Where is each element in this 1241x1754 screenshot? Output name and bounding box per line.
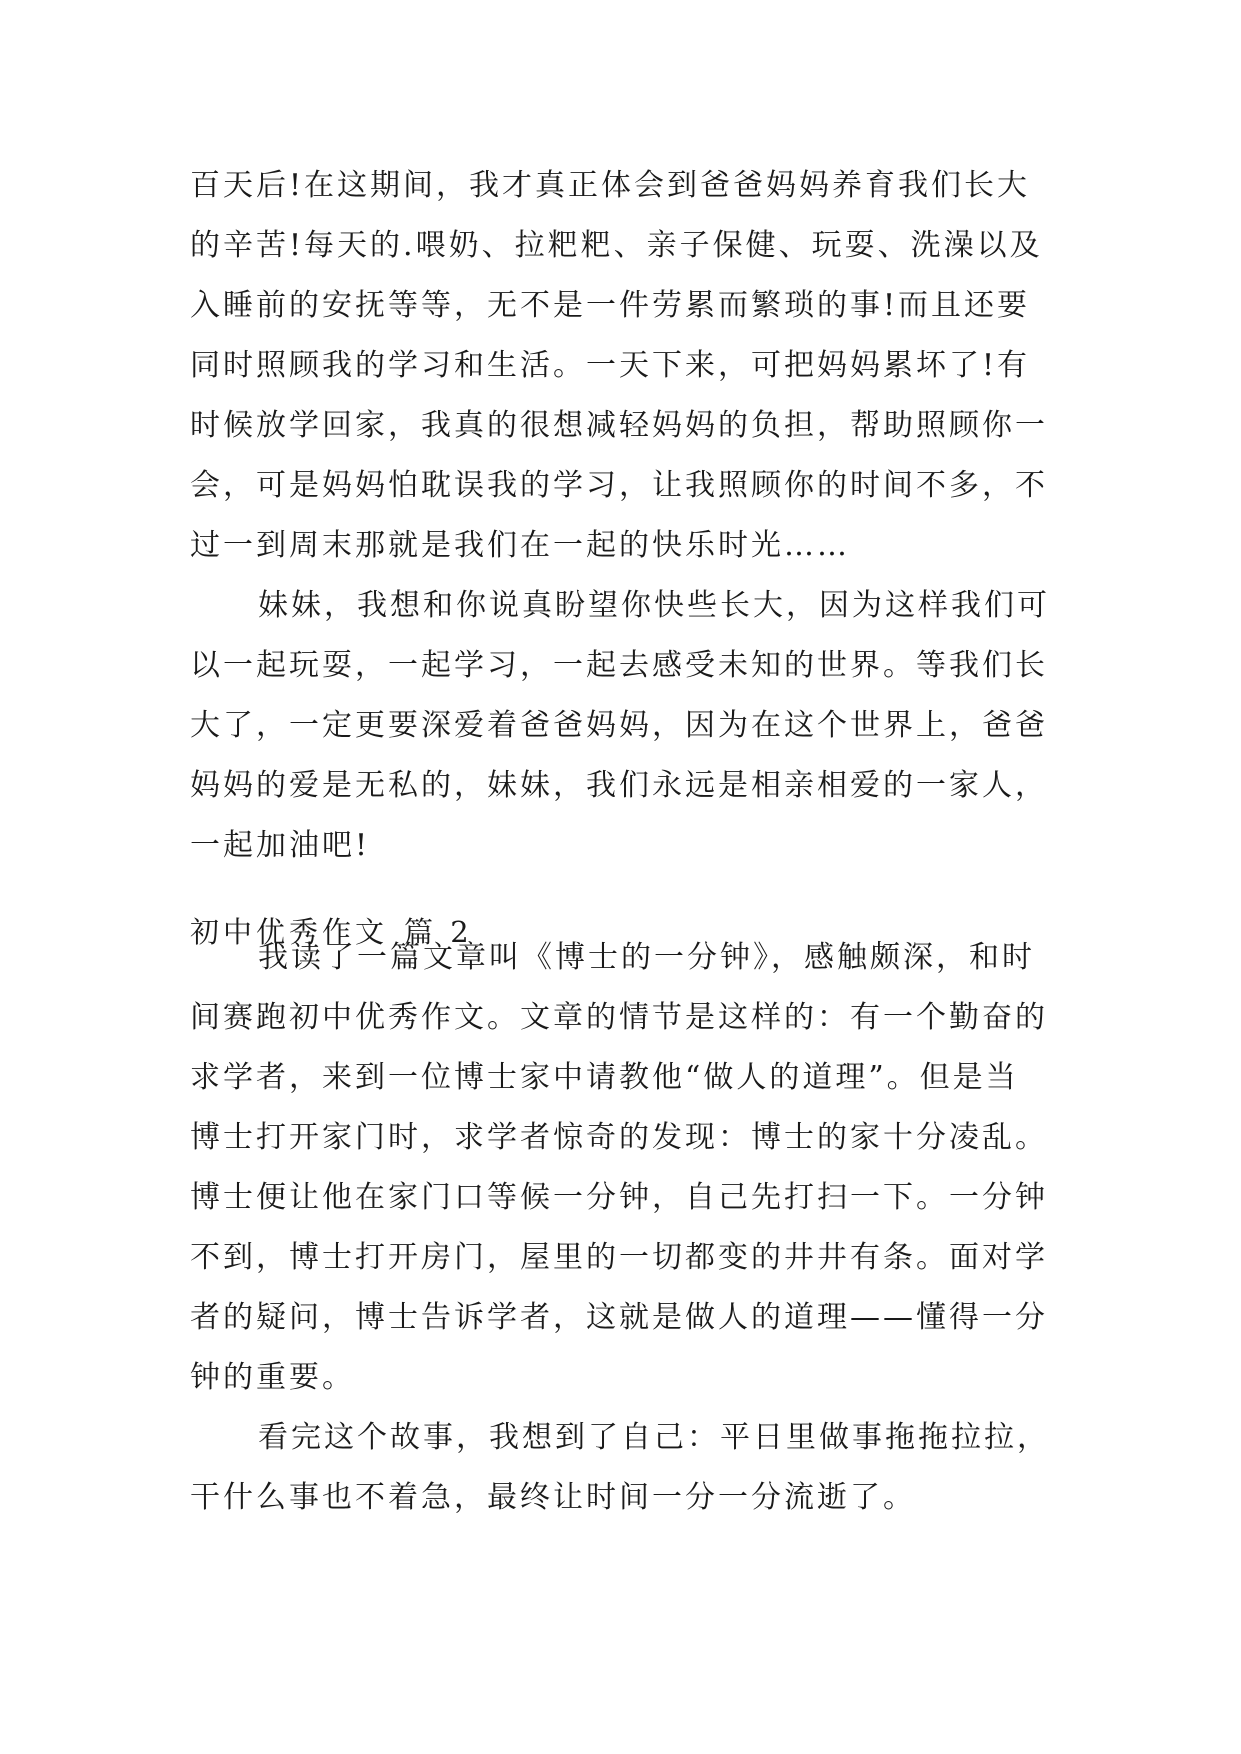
- text-line: 的辛苦!每天的.喂奶、拉粑粑、亲子保健、玩耍、洗澡以及: [190, 228, 1043, 263]
- paragraph: [190, 576, 1050, 876]
- paragraph: [190, 928, 1050, 1408]
- text-line: 我读了一篇文章叫《博士的一分钟》，感触颇深，和时: [258, 940, 1035, 975]
- text-line: 博士便让他在家门口等候一分钟，自己先打扫一下。一分钟: [190, 1180, 1048, 1215]
- text-line: 时候放学回家，我真的很想减轻妈妈的负担，帮助照顾你一: [190, 408, 1048, 443]
- heading-number: 篇 2: [404, 915, 473, 949]
- text-line: 看完这个故事，我想到了自己：平日里做事拖拖拉拉，: [258, 1420, 1050, 1455]
- text-line: 会，可是妈妈怕耽误我的学习，让我照顾你的时间不多，不: [190, 468, 1048, 503]
- text-line: 入睡前的安抚等等，无不是一件劳累而繁琐的事!而且还要: [190, 288, 1031, 323]
- text-line: 间赛跑初中优秀作文。文章的情节是这样的：有一个勤奋的: [190, 1000, 1048, 1035]
- text-line: 同时照顾我的学习和生活。一天下来，可把妈妈累坏了!有: [190, 348, 1031, 383]
- text-line: 钟的重要。: [190, 1360, 355, 1395]
- text-line: 百天后!在这期间，我才真正体会到爸爸妈妈养育我们长大: [190, 168, 1031, 203]
- paragraph: [190, 156, 1050, 576]
- text-line: 一起加油吧!: [190, 828, 371, 863]
- text-line: 以一起玩耍，一起学习，一起去感受未知的世界。等我们长: [190, 648, 1048, 683]
- text-line: 求学者，来到一位博士家中请教他“做人的道理”。但是当: [190, 1060, 1019, 1095]
- text-line: 妈妈的爱是无私的，妹妹，我们永远是相亲相爱的一家人，: [190, 768, 1048, 803]
- text-line: 博士打开家门时，求学者惊奇的发现：博士的家十分凌乱。: [190, 1120, 1048, 1155]
- essay-section-2: [190, 928, 1050, 1528]
- text-line: 不到，博士打开房门，屋里的一切都变的井井有条。面对学: [190, 1240, 1048, 1275]
- heading-title: 初中优秀作文: [190, 915, 389, 949]
- text-line: 大了，一定更要深爱着爸爸妈妈，因为在这个世界上，爸爸: [190, 708, 1048, 743]
- text-line: 过一到周末那就是我们在一起的快乐时光……: [190, 528, 850, 563]
- text-line: 者的疑问，博士告诉学者，这就是做人的道理——懂得一分: [190, 1300, 1048, 1335]
- text-line: 妹妹，我想和你说真盼望你快些长大，因为这样我们可: [258, 588, 1050, 623]
- essay-continuation: [190, 156, 1050, 876]
- text-line: 干什么事也不着急，最终让时间一分一分流逝了。: [190, 1480, 916, 1515]
- paragraph: [190, 1408, 1050, 1528]
